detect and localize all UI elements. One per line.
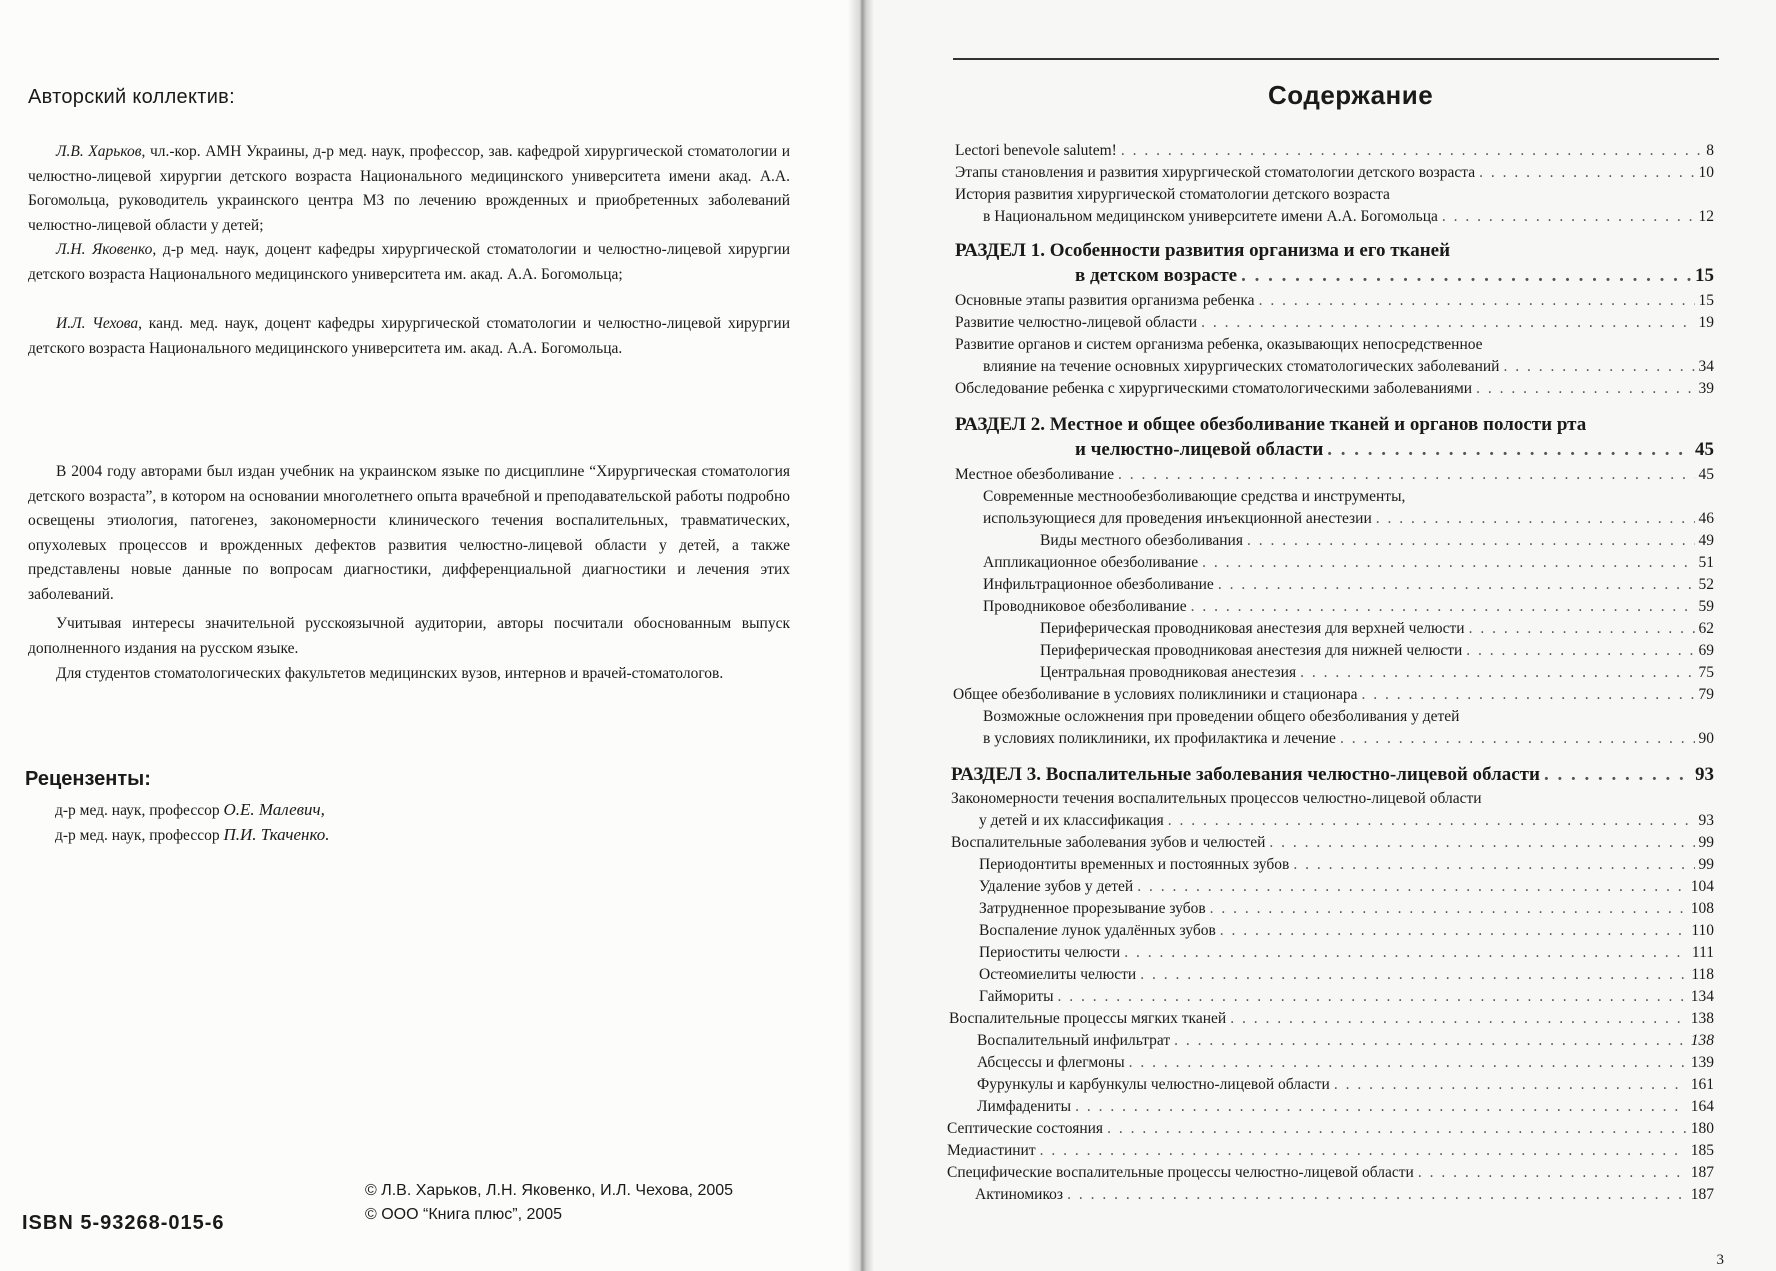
toc-entry-page: 49: [1698, 532, 1714, 549]
toc-entry-text: Закономерности течения воспалительных процессов челюстно-лицевой области: [951, 790, 1482, 807]
author-2-name: Л.Н. Яковенко: [56, 241, 153, 258]
toc-leader: [1040, 1140, 1687, 1162]
toc-entry-page: 15: [1698, 292, 1714, 309]
toc-entry: [975, 1184, 1714, 1206]
toc-leader: [1191, 596, 1695, 618]
toc-entry-page: 93: [1695, 764, 1714, 785]
toc-leader: [1376, 508, 1695, 530]
toc-entry-text: в условиях поликлиники, их профилактика и лечение: [983, 730, 1336, 747]
toc-entry-page: 51: [1698, 554, 1714, 571]
toc-entry-page: 93: [1698, 812, 1714, 829]
toc-entry-page: 10: [1698, 164, 1714, 181]
toc-leader: [1469, 618, 1695, 640]
toc-entry-text: Общее обезболивание в условиях поликлиники и стационара: [953, 686, 1358, 703]
toc-entry: [947, 1118, 1714, 1140]
toc-entry-text: Инфильтрационное обезболивание: [983, 576, 1214, 593]
toc-entry-page: 34: [1698, 358, 1714, 375]
toc-leader: [1118, 464, 1694, 486]
toc-entry-text: Воспаление лунок удалённых зубов: [979, 922, 1216, 939]
toc-leader: [1202, 552, 1694, 574]
toc-entry-text: Актиномикоз: [975, 1186, 1064, 1203]
toc-entry-page: 187: [1690, 1164, 1714, 1181]
toc-leader: [1334, 1074, 1687, 1096]
toc-entry-page: 12: [1698, 208, 1714, 225]
toc-entry-text: Современные местнообезболивающие средства и инструменты,: [983, 488, 1406, 505]
toc-entry-page: 99: [1698, 834, 1714, 851]
toc-section-heading: РАЗДЕЛ 1. Особенности развития организма и его тканей: [955, 240, 1451, 261]
toc-leader: [1442, 206, 1695, 228]
author-1-name: Л.В. Харьков: [56, 143, 142, 160]
toc-entry-page: 187: [1690, 1186, 1714, 1203]
author-3-description: , канд. мед. наук, доцент кафедры хирургической стоматологии и челюстно-лицевой хирургии детского возраста Национального медицинского университета им. акад. А.А. Богомольца.: [28, 315, 790, 357]
toc-leader: [1129, 1052, 1687, 1074]
toc-entry-text: Остеомиелиты челюсти: [979, 966, 1137, 983]
toc-section-entry: [1075, 265, 1714, 287]
toc-entry-page: 164: [1690, 1098, 1714, 1115]
toc-leader: [1479, 162, 1694, 184]
author-1-description: , чл.-кор. АМН Украины, д-р мед. наук, профессор, зав. кафедрой хирургической стоматологии и челюстно-лицевой хирургии детского возраста Национального медицинского университета имени акад. А.А. Богомольца, руководитель украинского центра МЗ по лечению врожденных и приобретенных заболеваний челюстно-лицевой области у детей;: [28, 143, 790, 234]
toc-leader: [1247, 530, 1695, 552]
toc-entry-page: 180: [1690, 1120, 1714, 1137]
toc-entry: [953, 684, 1714, 706]
toc-entry-text: Медиастинит: [947, 1142, 1036, 1159]
toc-entry-page: 75: [1698, 664, 1714, 681]
toc-entry: [983, 206, 1714, 228]
toc-entry-text: Затрудненное прорезывание зубов: [979, 900, 1206, 917]
toc-entry-text: Аппликационное обезболивание: [983, 554, 1199, 571]
toc-entry: [1040, 618, 1714, 640]
toc-entry: [979, 964, 1714, 986]
toc-leader: [1210, 898, 1687, 920]
toc-top-rule: [953, 58, 1719, 60]
toc-entry-text: История развития хирургической стоматологии детского возраста: [955, 186, 1390, 203]
toc-leader: [1503, 356, 1694, 378]
toc-entry-page: 79: [1698, 686, 1714, 703]
toc-entry-page: 46: [1698, 510, 1714, 527]
toc-entry-text: Удаление зубов у детей: [979, 878, 1134, 895]
toc-entry-page: 185: [1690, 1142, 1714, 1159]
toc-leader: [1418, 1162, 1687, 1184]
intro-paragraph-1: В 2004 году авторами был издан учебник на украинском языке по дисциплине “Хирургическая стоматология детского возраста”, в котором на основании многолетнего опыта врачебной и преподавательской работы подробно освещены этиология, патогенез, закономерности клинического течения воспалительных, травматических, опухолевых процессов и врожденных дефектов развития челюстно-лицевой области у детей, а также представлены новые данные по вопросам диагностики, дифференциальной диагностики и лечения этих заболеваний.: [28, 463, 790, 603]
toc-entry: [947, 1162, 1714, 1184]
author-1-paragraph: [28, 140, 790, 238]
reviewer-2-title: д-р мед. наук, профессор: [55, 827, 224, 844]
toc-leader: [1121, 140, 1702, 162]
toc-entry-text: Периодонтиты временных и постоянных зубов: [979, 856, 1290, 873]
toc-section-entry: [1075, 439, 1714, 461]
toc-leader: [1269, 832, 1694, 854]
authors-heading: Авторский коллектив:: [28, 86, 235, 108]
toc-entry: [977, 1030, 1714, 1052]
toc-entry: [983, 508, 1714, 530]
toc-entry-text: Воспалительные процессы мягких тканей: [949, 1010, 1227, 1027]
toc-entry: [977, 1074, 1714, 1096]
toc-entry-text: у детей и их классификация: [979, 812, 1164, 829]
author-3-paragraph: [28, 312, 790, 361]
toc-entry-text: Воспалительные заболевания зубов и челюстей: [951, 834, 1266, 851]
toc-entry-page: 19: [1698, 314, 1714, 331]
author-3-name: И.Л. Чехова: [56, 315, 139, 332]
toc-leader: [1293, 854, 1694, 876]
toc-entry-page: 139: [1690, 1054, 1714, 1071]
toc-leader: [1220, 920, 1688, 942]
toc-entry-text: Периферическая проводниковая анестезия для нижней челюсти: [1040, 642, 1463, 659]
toc-entry: [955, 378, 1714, 400]
toc-entry: [977, 1052, 1714, 1074]
toc-entry: [955, 140, 1714, 162]
toc-entry-page: 138: [1690, 1010, 1714, 1027]
toc-entry-page: 52: [1698, 576, 1714, 593]
toc-entry: [955, 464, 1714, 486]
toc-leader: [1340, 728, 1695, 750]
toc-entry-page: 8: [1706, 142, 1714, 159]
isbn: ISBN 5-93268-015-6: [22, 1212, 225, 1234]
reviewer-2: [55, 825, 330, 845]
toc-entry: [951, 832, 1714, 854]
toc-entry-text: Проводниковое обезболивание: [983, 598, 1187, 615]
copyright-authors: © Л.В. Харьков, Л.Н. Яковенко, И.Л. Чехова, 2005: [365, 1182, 734, 1199]
toc-entry-text: Обследование ребенка с хирургическими стоматологическими заболеваниями: [955, 380, 1473, 397]
toc-entry: [977, 1096, 1714, 1118]
toc-entry-text: Виды местного обезболивания: [1040, 532, 1243, 549]
toc-leader: [1259, 290, 1695, 312]
toc-entry-text: Лимфадениты: [977, 1098, 1072, 1115]
toc-entry: [983, 552, 1714, 574]
toc-entry: [1040, 662, 1714, 684]
toc-entry-page: 118: [1691, 966, 1714, 983]
toc-entry-page: 59: [1698, 598, 1714, 615]
toc-leader: [1107, 1118, 1687, 1140]
toc-entry: [979, 920, 1714, 942]
toc-entry-text: Развитие челюстно-лицевой области: [955, 314, 1198, 331]
toc-entry-text: Этапы становления и развития хирургической стоматологии детского возраста: [955, 164, 1476, 181]
toc-entry-text: Lectori benevole salutem!: [955, 142, 1117, 159]
toc-entry-page: 39: [1698, 380, 1714, 397]
toc-entry: [979, 986, 1714, 1008]
toc-entry-page: 138: [1690, 1032, 1714, 1049]
toc-entry-page: 134: [1690, 988, 1714, 1005]
reviewers-heading: Рецензенты:: [25, 768, 151, 790]
toc-entry-page: 45: [1695, 439, 1714, 460]
toc-entry-text: Возможные осложнения при проведении общего обезболивания у детей: [983, 708, 1460, 725]
toc-entry: [979, 810, 1714, 832]
toc-leader: [1140, 964, 1687, 986]
toc-entry: [947, 1140, 1714, 1162]
toc-leader: [1067, 1184, 1687, 1206]
toc-entry-text: РАЗДЕЛ 3. Воспалительные заболевания челюстно-лицевой области: [951, 764, 1540, 785]
book-spine-shadow: [848, 0, 874, 1271]
toc-entry-page: 99: [1698, 856, 1714, 873]
reviewer-1-name: О.Е. Малевич,: [223, 800, 325, 819]
author-2-description: , д-р мед. наук, доцент кафедры хирургической стоматологии и челюстно-лицевой хирургии детского возраста Национального медицинского университета им. акад. А.А. Богомольца;: [28, 241, 790, 283]
toc-entry: [949, 1008, 1714, 1030]
toc-entry-text: Развитие органов и систем организма ребенка, оказывающих непосредственное: [955, 336, 1483, 353]
toc-leader: [1168, 810, 1695, 832]
toc-entry-text: Периоститы челюсти: [979, 944, 1121, 961]
toc-leader: [1201, 312, 1694, 334]
toc-leader: [1218, 574, 1695, 596]
toc-entry-text: Специфические воспалительные процессы челюстно-лицевой области: [947, 1164, 1414, 1181]
toc-section-entry: [951, 764, 1714, 786]
toc-entry: [955, 290, 1714, 312]
toc-entry: [983, 574, 1714, 596]
toc-entry-text: Периферическая проводниковая анестезия для верхней челюсти: [1040, 620, 1465, 637]
toc-entry: [979, 898, 1714, 920]
toc-entry-text: и челюстно-лицевой области: [1075, 439, 1324, 460]
toc-entry-page: 15: [1695, 265, 1714, 286]
toc-leader: [1476, 378, 1694, 400]
toc-entry: [979, 876, 1714, 898]
toc-entry-text: Фурункулы и карбункулы челюстно-лицевой области: [977, 1076, 1330, 1093]
toc-entry: [983, 356, 1714, 378]
toc-entry-text: в детском возрасте: [1075, 265, 1238, 286]
toc-entry: [955, 162, 1714, 184]
toc-entry: [1040, 530, 1714, 552]
toc-leader: [1300, 662, 1694, 684]
toc-entry-text: Основные этапы развития организма ребенка: [955, 292, 1255, 309]
toc-entry-page: 45: [1698, 466, 1714, 483]
toc-leader: [1544, 764, 1691, 786]
reviewer-1-title: д-р мед. наук, профессор: [55, 802, 224, 819]
toc-entry-page: 110: [1691, 922, 1714, 939]
author-2-paragraph: [28, 238, 790, 287]
toc-entry: [983, 728, 1714, 750]
toc-leader: [1362, 684, 1695, 706]
toc-entry-page: 111: [1691, 944, 1714, 961]
toc-entry: [983, 596, 1714, 618]
toc-entry-text: Абсцессы и флегмоны: [977, 1054, 1125, 1071]
toc-entry-page: 108: [1690, 900, 1714, 917]
toc-section-heading: РАЗДЕЛ 2. Местное и общее обезболивание тканей и органов полости рта: [955, 414, 1587, 435]
toc-entry: [955, 312, 1714, 334]
toc-entry-page: 90: [1698, 730, 1714, 747]
intro-paragraph-3: Для студентов стоматологических факультетов медицинских вузов, интернов и врачей-стоматологов.: [56, 665, 724, 682]
toc-leader: [1466, 640, 1694, 662]
toc-entry-page: 161: [1690, 1076, 1714, 1093]
toc-entry: [979, 854, 1714, 876]
toc-entry-page: 69: [1698, 642, 1714, 659]
toc-entry-page: 62: [1698, 620, 1714, 637]
toc-entry-page: 104: [1690, 878, 1714, 895]
toc-leader: [1230, 1008, 1687, 1030]
toc-entry-text: влияние на течение основных хирургических стоматологических заболеваний: [983, 358, 1500, 375]
copyright-publisher: © ООО “Книга плюс”, 2005: [365, 1206, 563, 1223]
toc-leader: [1174, 1030, 1687, 1052]
toc-entry-text: в Национальном медицинском университете имени А.А. Богомольца: [983, 208, 1438, 225]
intro-paragraph-2: Учитывая интересы значительной русскоязычной аудитории, авторы посчитали обоснованным выпуск дополненного издания на русском языке.: [28, 615, 790, 657]
toc-leader: [1137, 876, 1687, 898]
toc-entry-text: Гаймориты: [979, 988, 1054, 1005]
toc-title: Содержание: [1268, 80, 1434, 110]
page-number: 3: [1716, 1252, 1724, 1268]
toc-entry: [1040, 640, 1714, 662]
toc-entry-text: Центральная проводниковая анестезия: [1040, 664, 1297, 681]
toc-leader: [1327, 439, 1691, 461]
toc-entry-text: Септические состояния: [947, 1120, 1104, 1137]
toc-leader: [1124, 942, 1688, 964]
toc-entry-text: использующиеся для проведения инъекционной анестезии: [983, 510, 1372, 527]
toc-entry-text: Местное обезболивание: [955, 466, 1115, 483]
reviewer-2-name: П.И. Ткаченко.: [223, 825, 330, 844]
toc-leader: [1075, 1096, 1687, 1118]
toc-leader: [1241, 265, 1691, 287]
toc-entry-text: Воспалительный инфильтрат: [977, 1032, 1171, 1049]
toc-entry: [979, 942, 1714, 964]
reviewer-1: [55, 800, 325, 820]
toc-leader: [1058, 986, 1687, 1008]
